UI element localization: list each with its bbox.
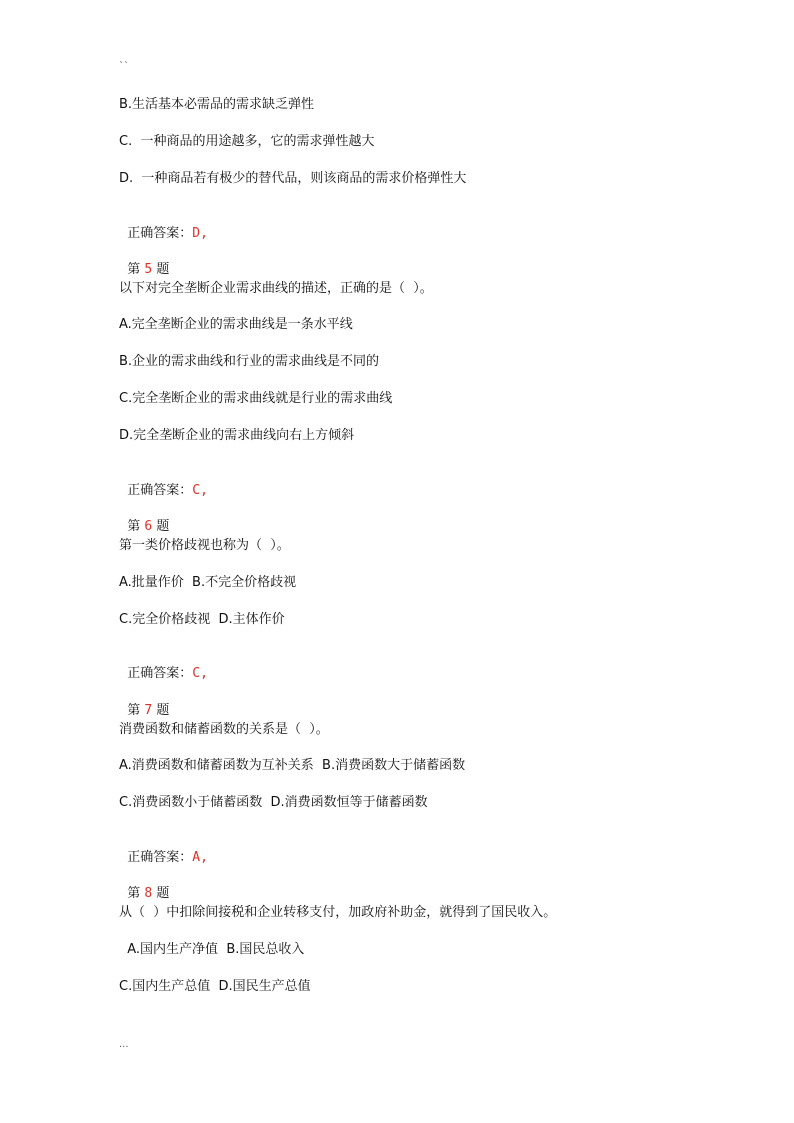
answer-label: 正确答案：: [127, 483, 193, 498]
question-8-heading: [119, 867, 169, 903]
question-label-post: 题: [152, 262, 170, 277]
question-6-options-ab: A.批量作价 B.不完全价格歧视: [119, 575, 297, 590]
question-4-option-b: B.生活基本必需品的需求缺乏弹性: [119, 97, 315, 112]
question-7-heading: [119, 684, 169, 720]
question-5-option-c: C.完全垄断企业的需求曲线就是行业的需求曲线: [119, 391, 393, 406]
question-6-answer: [119, 647, 208, 683]
question-6-heading: [119, 500, 169, 536]
question-label-pre: 第: [127, 262, 145, 277]
question-7-options-ab: A.消费函数和储蓄函数为互补关系 B.消费函数大于储蓄函数: [119, 758, 466, 773]
answer-label: 正确答案：: [127, 666, 193, 681]
answer-value: A,: [192, 850, 208, 865]
question-6-stem: 第一类价格歧视也称为（ ）。: [119, 538, 290, 553]
question-label-post: 题: [152, 886, 170, 901]
answer-label: 正确答案：: [127, 850, 193, 865]
answer-value: C,: [192, 483, 208, 498]
question-4-option-c: C. 一种商品的用途越多，它的需求弹性越大: [119, 134, 375, 149]
question-label-pre: 第: [127, 703, 145, 718]
question-4-option-d: D. 一种商品若有极少的替代品，则该商品的需求价格弹性大: [119, 171, 467, 186]
question-5-option-b: B.企业的需求曲线和行业的需求曲线是不同的: [119, 354, 380, 369]
question-label-pre: 第: [127, 886, 145, 901]
answer-value: C,: [192, 666, 208, 681]
question-8-options-cd: C.国内生产总值 D.国民生产总值: [119, 979, 311, 994]
question-4-answer: [119, 207, 208, 243]
answer-value: D,: [192, 226, 208, 241]
header-mark: ``: [119, 61, 129, 72]
question-number: 6: [144, 519, 153, 534]
question-8-stem: 从（ ）中扣除间接税和企业转移支付，加政府补助金，就得到了国民收入。: [119, 905, 557, 920]
question-5-option-a: A.完全垄断企业的需求曲线是一条水平线: [119, 317, 353, 332]
question-label-pre: 第: [127, 519, 145, 534]
footer-mark: ...: [119, 1039, 129, 1050]
question-label-post: 题: [152, 703, 170, 718]
question-5-stem: 以下对完全垄断企业需求曲线的描述，正确的是（ ）。: [119, 281, 433, 296]
question-8-options-ab: A.国内生产净值 B.国民总收入: [119, 942, 305, 957]
question-7-answer: [119, 831, 208, 867]
question-number: 5: [144, 262, 153, 277]
question-5-answer: [119, 464, 208, 500]
answer-label: 正确答案：: [127, 226, 193, 241]
question-number: 8: [144, 886, 153, 901]
question-5-heading: [119, 243, 169, 279]
question-7-options-cd: C.消费函数小于储蓄函数 D.消费函数恒等于储蓄函数: [119, 795, 428, 810]
question-5-option-d: D.完全垄断企业的需求曲线向右上方倾斜: [119, 428, 355, 443]
question-number: 7: [144, 703, 153, 718]
question-6-options-cd: C.完全价格歧视 D.主体作价: [119, 612, 285, 627]
question-7-stem: 消费函数和储蓄函数的关系是（ ）。: [119, 722, 329, 737]
question-label-post: 题: [152, 519, 170, 534]
